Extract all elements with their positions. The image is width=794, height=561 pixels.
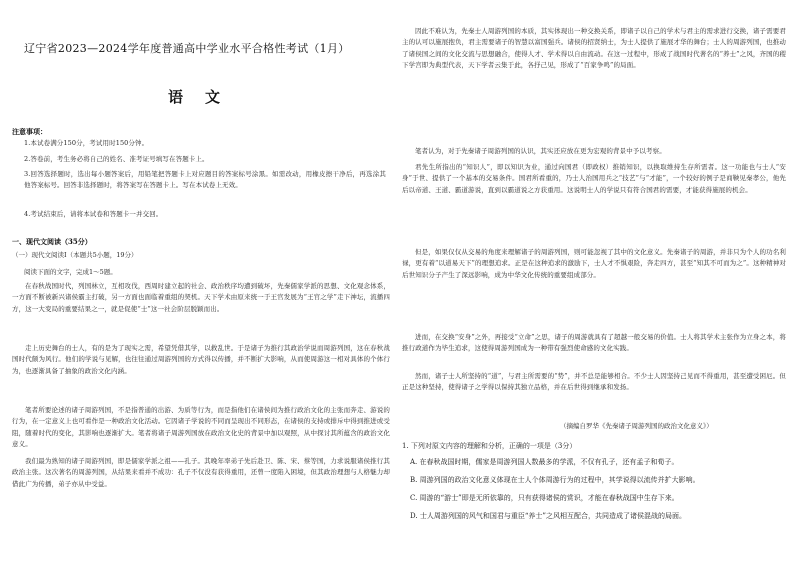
option-b[interactable]: B. 周游列国的政治文化意义体现在士人个体周游行为的过程中，其学说得以流传并扩大影响。	[410, 476, 700, 484]
section-heading: 一、现代文阅读（35分）	[12, 237, 92, 246]
passage-paragraph: 君先生所指出的“知识人”，即以知识为业，通过向国君（即政权）推销知识，以换取维持生存所需者。这一功能也与士人“安身”于世、提供了一个基本的交易条件。国君所看重的，乃士人治国用兵之“技艺”与“才能”，一个较好的例子是商鞅见秦孝公，他先后以帝道、王道、霸道游说，直到以霸道说之方获重用。这说明士人的学说只有符合国君的需要，才能获得施展的机会。	[402, 163, 786, 194]
notes-heading: 注意事项：	[12, 127, 47, 136]
option-c[interactable]: C. 周游的“游士”即是无所依靠的，只有获得诸侯的赏识，才能在春秋战国中生存下来。	[410, 494, 679, 502]
passage-paragraph: 因此不难认为，先秦士人周游列国的本质，其实体现出一种交换关系，即诸子以自己的学术与君主的需求进行交换，诸子需要君主的认可以施展抱负，君主需要诸子的智慧以富国强兵。诸侯的招贤纳士，为士人提供了施展才华的舞台；士人的周游列国，也推动了诸侯国之间的文化交流与思想融合，使得人才、学术得以自由流动。在这一过程中，形成了战国时代著名的“养士”之风，齐国的稷下学宫即为典型代表，天下学者云集于此，各抒己见，形成了“百家争鸣”的局面。	[402, 27, 786, 70]
passage-paragraph: 我们最为熟知的诸子周游列国，即是儒家学派之祖——孔子。其晚年率弟子先后赴卫、陈、宋、蔡等国，力求说服诸侯推行其政治主张。这次著名的周游列国，从结果来看并不成功：孔子不仅没有获得重用，还曾一度陷入困境，但其政治理想与人格魅力却借此广为传播，弟子亦从中受益。	[12, 457, 390, 488]
question-stem: 1. 下列对原文内容的理解和分析，正确的一项是（3分）	[402, 442, 577, 450]
passage-paragraph: 笔者所要论述的诸子周游列国，不是指普通的出游、为质等行为，而是指他们在诸侯间为推行政治文化的主张而奔走、游说的行为，在一定意义上也可看作是一种政治文化活动。它因诸子学说的不同而呈现出不同形态，在诸侯的支持或排斥中得到推进或受阻，随着时代的变化，其影响也逐渐扩大。笔者将诸子周游列国放在政治文化史的背景中加以观照，从中探讨其所蕴含的政治文化意义。	[12, 406, 390, 449]
note-item: 4.考试结束后，请将本试卷和答题卡一并交回。	[24, 210, 163, 218]
passage-paragraph: 走上历史舞台的士人，有的是为了现实之需，希望凭借其学，以救乱世。于是诸子为推行其政治学说而周游列国，这在春秋战国时代颇为风行。他们的学说与见解，也往往通过周游列国的方式得以传播，并不断扩大影响，从而使周游这一相对具体的个体行为，也逐渐具备了抽象的政治文化内涵。	[12, 344, 390, 375]
passage-paragraph: 在春秋战国时代，列国林立，互相攻伐，西周时建立起的社会、政治秩序均遭到破坏，先秦儒家学派的思想、文化观念体系，一方面不断被新兴诸侯霸主打破，另一方面也面临着重组的契机。天下学术由原来统一于王官发展为“王官之学”走下神坛，流播四方，这一大变局的重要结果之一，就是促使“士”这一社会阶层脱颖而出。	[12, 282, 390, 313]
note-item: 1.本试卷满分150分，考试用时150分钟。	[24, 139, 149, 147]
note-item: 2.答卷前，考生务必将自己的姓名、准考证号填写在答题卡上。	[24, 155, 209, 163]
option-a[interactable]: A. 在春秋战国时期，儒家是周游列国人数最多的学派，不仅有孔子，还有孟子和荀子。	[410, 458, 679, 466]
note-item: 3.回答选择题时，选出每小题答案后，用铅笔把答题卡上对应题目的答案标号涂黑。如需改动，用橡皮擦干净后，再选涂其他答案标号。回答非选择题时，将答案写在答题卡上。写在本试卷上无效。	[24, 170, 386, 190]
reading-instruction: 阅读下面的文字，完成1～5题。	[24, 268, 117, 276]
passage-paragraph: 然而，诸子士人所坚持的“道”，与君主所需要的“势”，并不总是能够相合。不少士人因坚持己见而不得重用，甚至遭受困厄。但正是这种坚持，使得诸子之学得以保持其独立品格，并在后世得到继承和发扬。	[402, 372, 786, 392]
subject-title: 语文	[168, 88, 243, 106]
section-subheading: （一）现代文阅读Ⅰ（本题共5小题，19分）	[12, 251, 138, 259]
exam-title: 辽宁省2023—2024学年度普通高中学业水平合格性考试（1月）	[24, 42, 350, 55]
option-d[interactable]: D. 士人周游列国的风气和国君与重臣“养士”之风相互配合，共同造成了诸侯混战的局面。	[410, 512, 686, 520]
passage-paragraph: 进而，在交换“安身”之外，再接受“立命”之思，诸子的周游就具有了超越一般交易的价值。士人将其学术主张作为立身之本，将推行政道作为毕生追求，这使得周游列国成为一种带有强烈使命感的文化实践。	[402, 333, 786, 353]
passage-paragraph: 但是，如果仅仅从交易的角度来理解诸子的周游列国，则可能忽视了其中的文化意义。先秦诸子的周游，并非只为个人的功名利禄，更有着“以道易天下”的理想追求。正是在这种追求的激励下，士人才不惧艰险，奔走四方，甚至“知其不可而为之”。这种精神对后世知识分子产生了深远影响，成为中华文化传统的重要组成部分。	[402, 248, 786, 279]
passage-source: （摘编自罗华《先秦诸子周游列国的政治文化意义》）	[560, 422, 713, 430]
passage-paragraph: 笔者认为，对于先秦诸子周游列国的认识，其实还应放在更为宏观的背景中予以考察。	[415, 147, 666, 155]
